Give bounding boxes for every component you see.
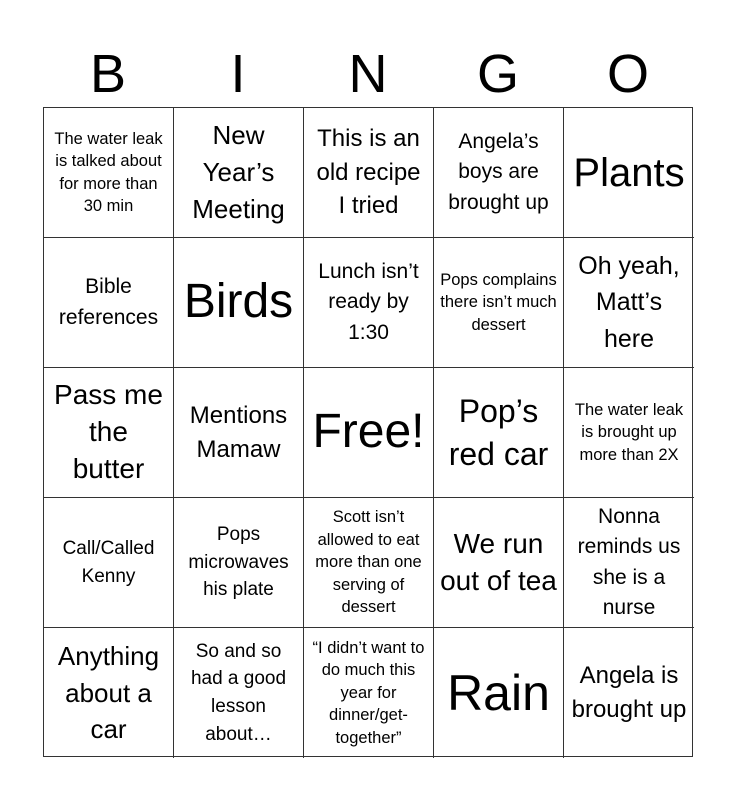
free-space-cell[interactable] [304,368,434,498]
bingo-cell[interactable] [564,628,694,758]
header-letter-o: O [606,44,649,104]
bingo-cell[interactable] [304,108,434,238]
bingo-cell[interactable] [434,498,564,628]
cell-text: We run out of tea [440,527,557,596]
bingo-cell[interactable] [564,238,694,368]
cell-text: Call/Called Kenny [62,537,155,587]
bingo-cell[interactable] [44,498,174,628]
cell-text: Pops complains there isn’t much dessert [440,270,557,334]
bingo-cell[interactable] [564,368,694,498]
cell-text: Angela’s boys are brought up [448,129,549,214]
bingo-cell[interactable] [304,238,434,368]
cell-text: So and so had a good lesson about… [190,640,287,745]
cell-text: Rain [447,664,550,721]
cell-text: This is an old recipe I tried [316,125,421,220]
cell-text: Anything about a car [57,640,160,745]
bingo-cell[interactable] [174,498,304,628]
bingo-cell[interactable] [174,238,304,368]
cell-text: Birds [183,275,294,329]
cell-text: Plants [573,150,685,195]
cell-text: New Year’s Meeting [192,120,285,224]
bingo-cell[interactable] [434,108,564,238]
free-space-text: Free! [312,405,425,459]
bingo-cell[interactable] [174,108,304,238]
header-letter-g: G [476,44,519,104]
cell-text: Nonna reminds us she is a nurse [577,504,681,619]
bingo-cell[interactable] [304,628,434,758]
bingo-cell[interactable] [434,368,564,498]
cell-text: Angela is brought up [571,662,687,723]
bingo-cell[interactable] [564,498,694,628]
cell-text: Pop’s red car [448,392,549,472]
header-letter-n: N [348,44,388,104]
cell-text: The water leak is brought up more than 2X [574,400,684,464]
bingo-cell[interactable] [564,108,694,238]
bingo-cell[interactable] [44,238,174,368]
bingo-cell[interactable] [44,108,174,238]
bingo-cell[interactable] [174,628,304,758]
cell-text: Bible references [58,275,159,329]
cell-text: Pops microwaves his plate [188,524,289,601]
bingo-cell[interactable] [44,628,174,758]
cell-text: Lunch isn’t ready by 1:30 [318,259,419,344]
bingo-header [43,40,693,108]
bingo-cell[interactable] [434,238,564,368]
header-letter-b: B [89,44,127,104]
cell-text: Pass me the butter [54,379,163,484]
header-letter-i: I [230,44,246,104]
cell-text: Mentions Mamaw [189,401,288,463]
bingo-cell[interactable] [44,368,174,498]
cell-text: Oh yeah, Matt’s here [578,252,680,353]
cell-text: Scott isn’t allowed to eat more than one serving of dessert [315,508,422,617]
bingo-cell[interactable] [434,628,564,758]
bingo-cell[interactable] [174,368,304,498]
bingo-cell[interactable] [304,498,434,628]
bingo-board [43,107,693,757]
cell-text: The water leak is talked about for more than 30 min [54,129,163,215]
cell-text: “I didn’t want to do much this year for dinner/get-together” [312,638,425,747]
